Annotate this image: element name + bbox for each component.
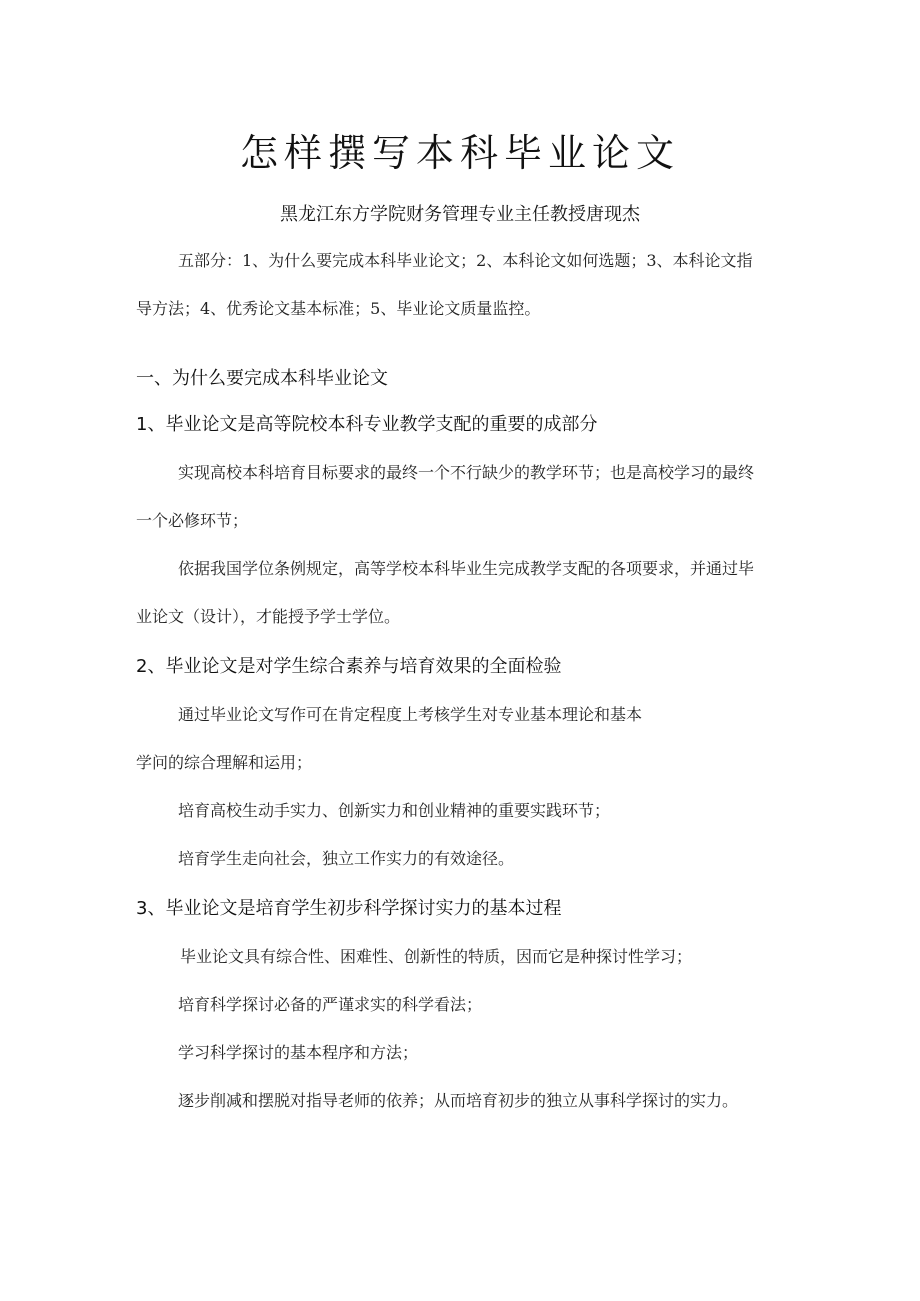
subsection-heading: 1、毕业论文是高等院校本科专业教学支配的重要的成部分 bbox=[136, 414, 598, 435]
paragraph-line: 培育学生走向社会，独立工作实力的有效途径。 bbox=[178, 849, 515, 868]
subsection-heading: 3、毕业论文是培育学生初步科学探讨实力的基本过程 bbox=[136, 898, 562, 919]
paragraph-line: 逐步削减和摆脱对指导老师的依养；从而培育初步的独立从事科学探讨的实力。 bbox=[178, 1091, 739, 1110]
subsection-heading: 2、毕业论文是对学生综合素养与培育效果的全面检验 bbox=[136, 656, 562, 677]
paragraph-line: 业论文（设计），才能授予学士学位。 bbox=[136, 607, 401, 626]
section-heading: 一、为什么要完成本科毕业论文 bbox=[136, 368, 388, 389]
paragraph-line: 学问的综合理解和运用； bbox=[136, 753, 313, 772]
intro-line: 导方法；4、优秀论文基本标准；5、毕业论文质量监控。 bbox=[136, 299, 541, 318]
paragraph-line: 学习科学探讨的基本程序和方法； bbox=[178, 1043, 419, 1062]
paragraph-line: 实现高校本科培育目标要求的最终一个不行缺少的教学环节；也是高校学习的最终 bbox=[178, 463, 755, 482]
paragraph-line: 依据我国学位条例规定，高等学校本科毕业生完成教学支配的各项要求，并通过毕 bbox=[178, 559, 755, 578]
paragraph-line: 培育科学探讨必备的严谨求实的科学看法； bbox=[178, 995, 483, 1014]
paragraph-line: 一个必修环节； bbox=[136, 511, 249, 530]
paragraph-line: 培育高校生动手实力、创新实力和创业精神的重要实践环节； bbox=[178, 801, 611, 820]
intro-line: 五部分：1、为什么要完成本科毕业论文；2、本科论文如何选题；3、本科论文指 bbox=[178, 251, 753, 270]
paragraph-line: 毕业论文具有综合性、困难性、创新性的特质，因而它是种探讨性学习； bbox=[180, 947, 693, 966]
document-author: 黑龙江东方学院财务管理专业主任教授唐现杰 bbox=[280, 204, 640, 225]
document-title: 怎样撰写本科毕业论文 bbox=[239, 131, 680, 175]
paragraph-line: 通过毕业论文写作可在肯定程度上考核学生对专业基本理论和基本 bbox=[178, 705, 643, 724]
